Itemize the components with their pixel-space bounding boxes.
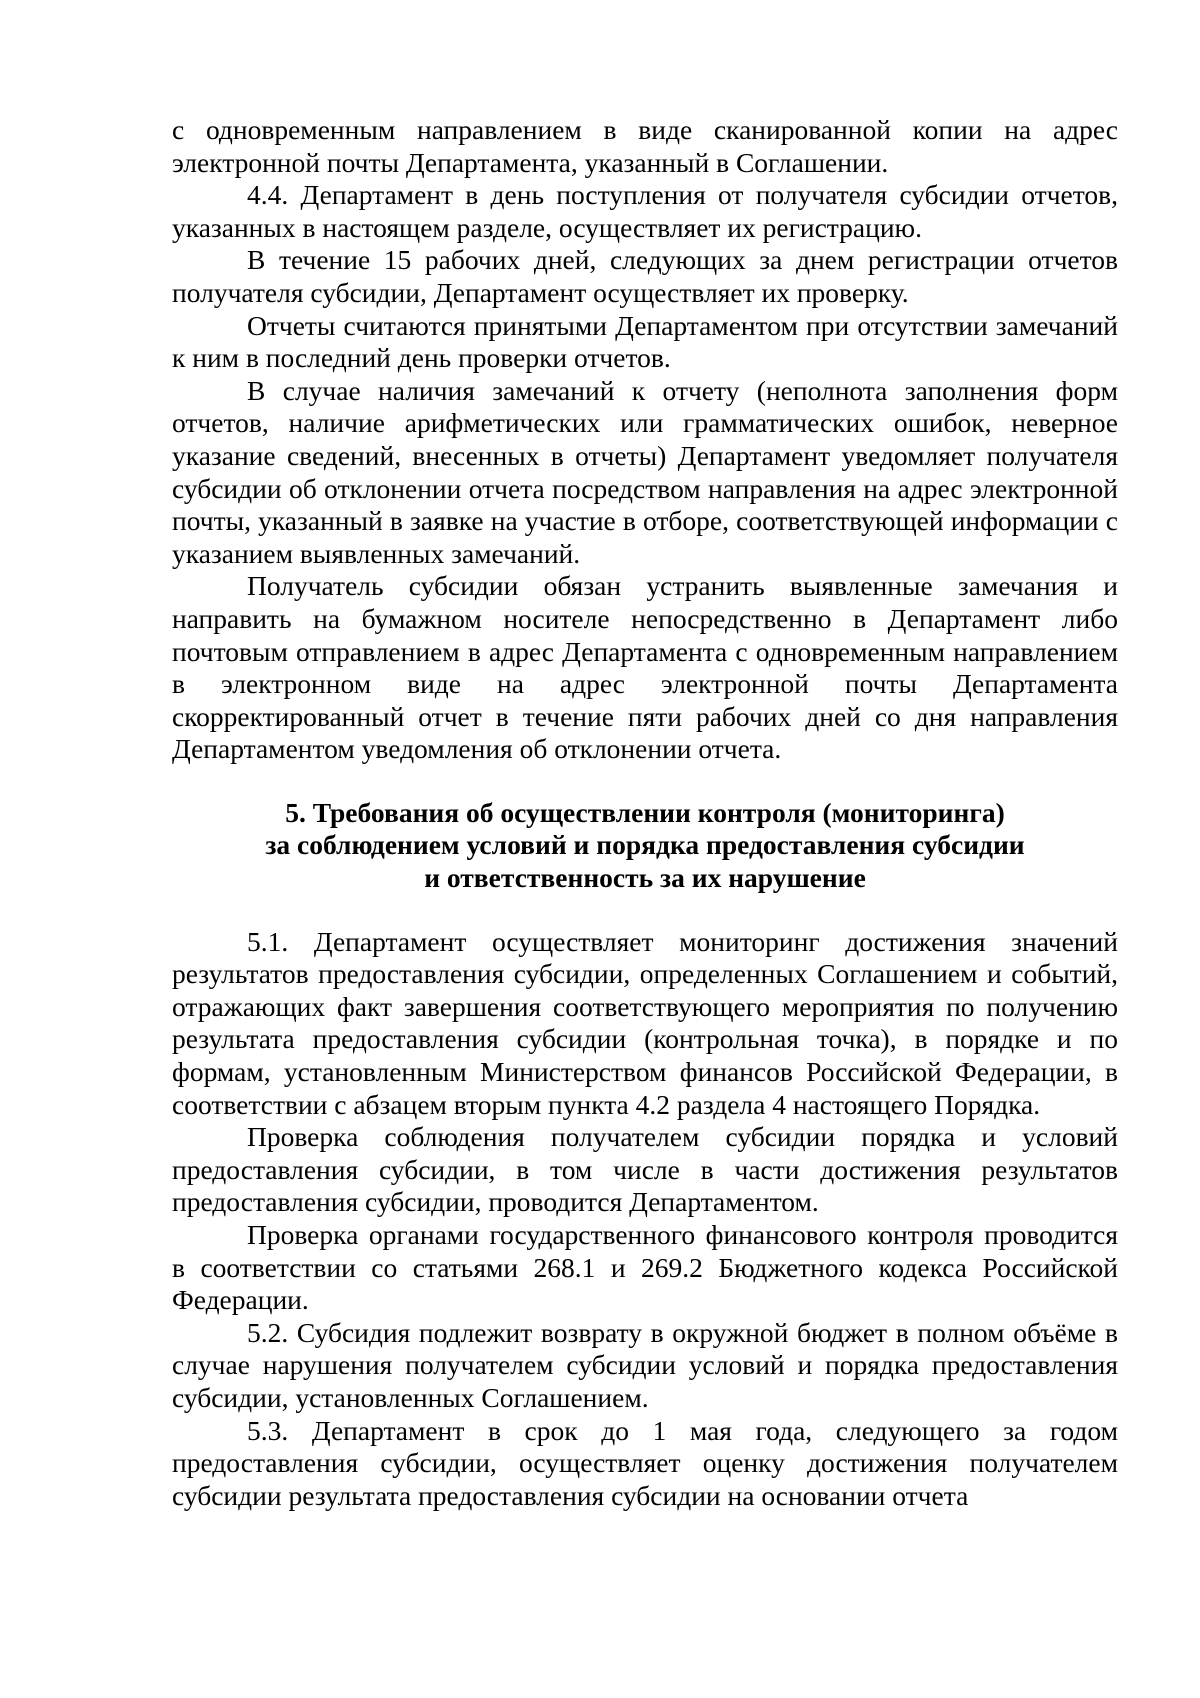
paragraph-5-3: 5.3. Департамент в срок до 1 мая года, следующего за годом предоставления субсидии, осуществляет оценку достижения получателем субсидии результата предоставления субсидии на основании отчета [172, 1414, 1118, 1511]
paragraph-5-1: 5.1. Департамент осуществляет мониторинг достижения значений результатов предоставления субсидии, определенных Соглашением и событий, отражающих факт завершения соответствующего мероприятия по получению результата предоставления субсидии (контрольная точка), в порядке и по формам, установленным Министерством финансов Российской Федерации, в соответствии с абзацем вторым пункта 4.2 раздела 4 настоящего Порядка. [172, 925, 1118, 1120]
paragraph-5-2: 5.2. Субсидия подлежит возврату в окружной бюджет в полном объёме в случае нарушения получателем субсидии условий и порядка предоставления субсидии, установленных Соглашением. [172, 1316, 1118, 1413]
paragraph-state-financial-control: Проверка органами государственного финансового контроля проводится в соответствии со статьями 268.1 и 269.2 Бюджетного кодекса Российской Федерации. [172, 1219, 1118, 1316]
section-5-heading-line-2: за соблюдением условий и порядка предоставления субсидии [265, 829, 1025, 861]
paragraph-reports-accepted: Отчеты считаются принятыми Департаментом при отсутствии замечаний к ним в последний день проверки отчетов. [172, 309, 1118, 374]
paragraph-compliance-check: Проверка соблюдения получателем субсидии порядка и условий предоставления субсидии, в том числе в части достижения результатов предоставления субсидии, проводится Департаментом. [172, 1121, 1118, 1218]
paragraph-4-4: 4.4. Департамент в день поступления от получателя субсидии отчетов, указанных в настоящем разделе, осуществляет их регистрацию. [172, 179, 1118, 243]
paragraph-report-remarks: В случае наличия замечаний к отчету (неполнота заполнения форм отчетов, наличие арифметических или грамматических ошибок, неверное указание сведений, внесенных в отчеты) Департамент уведомляет получателя субсидии об отклонении отчета посредством направления на адрес электронной почты, указанный в заявке на участие в отборе, соответствующей информации с указанием выявленных замечаний. [172, 374, 1118, 569]
section-5-heading-line-1: 5. Требования об осуществлении контроля (мониторинга) [285, 796, 1005, 828]
paragraph-report-check-period: В течение 15 рабочих дней, следующих за днем регистрации отчетов получателя субсидии, Департамент осуществляет их проверку. [172, 244, 1118, 308]
document-page [172, 114, 1118, 1512]
paragraph-recipient-obligation: Получатель субсидии обязан устранить выявленные замечания и направить на бумажном носителе непосредственно в Департамент либо почтовым отправлением в адрес Департамента с одновременным направлением в электронном виде на адрес электронной почты Департамента скорректированный отчет в течение пяти рабочих дней со дня направления Департаментом уведомления об отклонении отчета. [172, 570, 1118, 765]
paragraph-continuation: с одновременным направлением в виде сканированной копии на адрес электронной почты Департамента, указанный в Соглашении. [172, 114, 1118, 178]
section-5-heading-line-3: и ответственность за их нарушение [424, 862, 866, 894]
section-5-heading [172, 797, 1118, 895]
